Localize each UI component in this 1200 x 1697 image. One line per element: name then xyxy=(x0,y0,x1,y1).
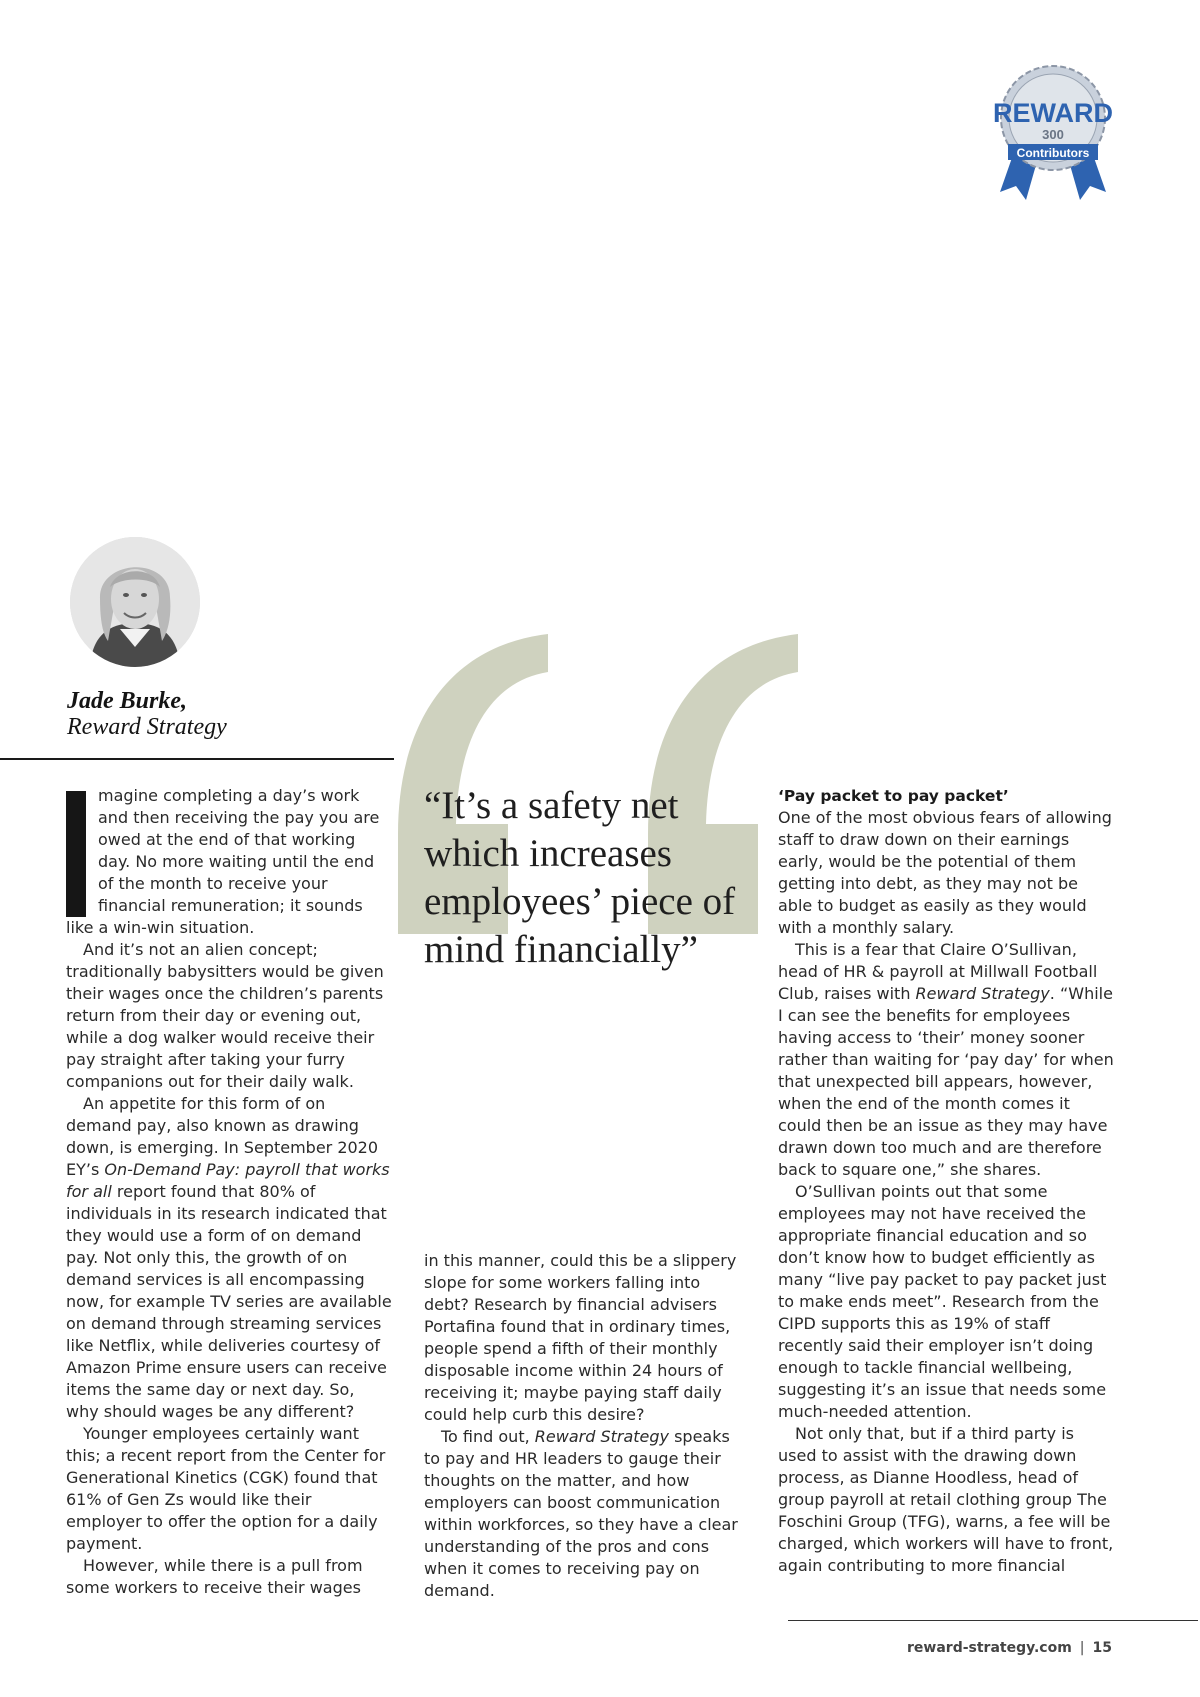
rosette-badge-icon xyxy=(994,60,1112,204)
footer-separator: | xyxy=(1079,1640,1085,1656)
publication-name: Reward Strategy xyxy=(915,984,1050,1003)
badge-text-contributors: Contributors xyxy=(1016,146,1090,160)
section-subheading: ‘Pay packet to pay packet’ xyxy=(778,787,1009,805)
paragraph: magine completing a day’s work and then receiving the pay you are owed at the end of that working day. No more waiting until the end of the month to receive your financial remuneration; it sounds like a win-win situation. xyxy=(66,786,380,937)
author-name: Jade Burke, xyxy=(67,688,187,714)
paragraph: And it’s not an alien concept; traditionally babysitters would be given their wages once the children’s parents return from their day or evening out, while a dog walker would receive their pay straight after taking your furry companions out for their daily walk. xyxy=(66,940,384,1091)
paragraph xyxy=(778,939,1114,1181)
article-column-1 xyxy=(66,785,392,1599)
person-portrait-icon xyxy=(70,537,200,667)
paragraph: O’Sullivan points out that some employees may not have received the appropriate financial education and so don’t know how to budget efficiently as many “live pay packet to pay packet just to make ends meet”. Research from the CIPD supports this as 19% of staff recently said their employer isn’t doing enough to tackle financial wellbeing, suggesting it’s an issue that needs some much-needed attention. xyxy=(778,1182,1107,1421)
byline-divider xyxy=(0,758,394,760)
reward-300-contributors-badge xyxy=(994,60,1112,204)
paragraph xyxy=(424,1426,750,1602)
report-title: On-Demand Pay: payroll that works for all xyxy=(66,1160,390,1201)
article-column-2 xyxy=(424,1250,750,1602)
publication-name: Reward Strategy xyxy=(534,1427,669,1446)
text-run: report found that 80% of individuals in its research indicated that they would use a form of on demand pay. Not only this, the growth of on demand services is all encompassing now, for example TV series are available on demand through streaming services like Netflix, while deliveries courtesy of Amazon Prime ensure users can receive items the same day or next day. So, why should wages be any different? xyxy=(66,1182,392,1421)
author-photo xyxy=(70,537,200,667)
badge-text-number: 300 xyxy=(1042,127,1064,142)
author-byline xyxy=(67,688,227,740)
page-footer xyxy=(907,1640,1112,1656)
text-run: . “While I can see the benefits for employees having access to ‘their’ money sooner rather than waiting for ‘pay day’ for when that unexpected bill appears, however, when the end of the month comes it could then be an issue as they may have drawn down too much and are therefore back to square one,” she shares. xyxy=(778,984,1114,1179)
footer-divider xyxy=(788,1620,1198,1621)
author-organization: Reward Strategy xyxy=(67,714,227,740)
text-run: This is a fear that Claire O’Sullivan, head of HR & payroll at Millwall Football Club, raises with xyxy=(778,940,1098,1003)
text-run: An appetite for this form of on demand pay, also known as drawing down, is emerging. In September 2020 EY’s xyxy=(66,1094,379,1179)
paragraph: Not only that, but if a third party is used to assist with the drawing down process, as Dianne Hoodless, head of group payroll at retail clothing group The Foschini Group (TFG), warns, a fee will be charged, which workers will have to front, again contributing to more financial xyxy=(778,1424,1114,1575)
page-number: 15 xyxy=(1092,1640,1112,1656)
paragraph: Younger employees certainly want this; a recent report from the Center for Generational Kinetics (CGK) found that 61% of Gen Zs would like their employer to offer the option for a daily payment. xyxy=(66,1424,386,1553)
paragraph xyxy=(66,1093,392,1423)
paragraph: However, while there is a pull from some workers to receive their wages xyxy=(66,1556,363,1597)
article-column-3 xyxy=(778,785,1114,1577)
paragraph: One of the most obvious fears of allowing staff to draw down on their earnings early, would be the potential of them getting into debt, as they may not be able to budget as easily as they would with a monthly salary. xyxy=(778,808,1112,937)
text-run: speaks to pay and HR leaders to gauge their thoughts on the matter, and how employers can boost communication within workforces, so they have a clear understanding of the pros and cons when it comes to receiving pay on demand. xyxy=(424,1427,738,1600)
paragraph: in this manner, could this be a slippery slope for some workers falling into debt? Research by financial advisers Portafina found that in ordinary times, people spend a fifth of their monthly disposable income within 24 hours of receiving it; maybe paying staff daily could help curb this desire? xyxy=(424,1251,737,1424)
drop-cap-letter-i xyxy=(66,791,86,917)
pull-quote: “It’s a safety net which increases employees’ piece of mind financially” xyxy=(424,784,736,971)
website-url: reward-strategy.com xyxy=(907,1640,1072,1656)
badge-text-reward: REWARD xyxy=(994,98,1112,128)
text-run: To find out, xyxy=(441,1427,535,1446)
